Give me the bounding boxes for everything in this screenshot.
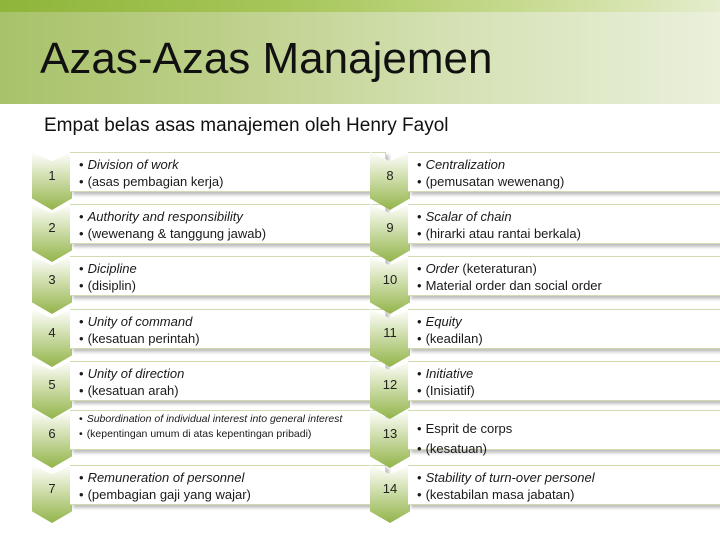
principle-translation bbox=[79, 486, 385, 503]
bullet: • bbox=[79, 314, 84, 329]
principle-name bbox=[79, 313, 385, 330]
bullet: • bbox=[417, 383, 422, 398]
principle-translation-text: Material order dan social order bbox=[425, 278, 602, 293]
principle-translation bbox=[79, 382, 385, 399]
principle-number: 8 bbox=[386, 168, 394, 183]
principle-number: 10 bbox=[382, 272, 398, 287]
principle-number: 11 bbox=[383, 325, 397, 340]
principle-translation-text: (asas pembagian kerja) bbox=[87, 174, 224, 189]
principle-name-text: Order bbox=[425, 261, 459, 276]
principle-name bbox=[79, 260, 385, 277]
principle-box bbox=[70, 410, 386, 450]
principle-translation bbox=[417, 330, 720, 347]
principle-name bbox=[417, 260, 720, 277]
top-stripe bbox=[0, 0, 720, 12]
principle-number: 12 bbox=[382, 377, 398, 392]
principle-translation bbox=[79, 330, 385, 347]
bullet: • bbox=[417, 441, 422, 456]
principle-name-text: Unity of command bbox=[87, 314, 193, 329]
principle-box bbox=[408, 256, 720, 296]
bullet: • bbox=[79, 366, 84, 381]
principle-translation-text: (kesatuan) bbox=[425, 441, 487, 456]
principle-name-text: Division of work bbox=[87, 157, 179, 172]
principle-box bbox=[70, 204, 386, 244]
bullet: • bbox=[417, 331, 422, 346]
principle-number: 7 bbox=[48, 481, 56, 496]
principle-name bbox=[417, 420, 720, 437]
principle-translation bbox=[417, 173, 720, 190]
principle-translation-text: (kestabilan masa jabatan) bbox=[425, 487, 575, 502]
bullet: • bbox=[79, 428, 83, 440]
principle-name-text: Scalar of chain bbox=[425, 209, 512, 224]
principle-box bbox=[70, 465, 386, 505]
principle-translation bbox=[417, 277, 720, 294]
bullet: • bbox=[79, 470, 84, 485]
bullet: • bbox=[417, 421, 422, 436]
principle-name-rest: (keteraturan) bbox=[458, 261, 537, 276]
principle-translation bbox=[79, 428, 385, 440]
principle-number: 6 bbox=[48, 426, 56, 441]
bullet: • bbox=[79, 174, 84, 189]
bullet: • bbox=[417, 470, 422, 485]
principle-name-rest: Esprit de corps bbox=[425, 421, 513, 436]
principle-box bbox=[70, 152, 386, 192]
principle-translation-text: (kepentingan umum di atas kepentingan pribadi) bbox=[86, 428, 312, 440]
bullet: • bbox=[417, 261, 422, 276]
principle-translation-text: (Inisiatif) bbox=[425, 383, 475, 398]
principle-number: 9 bbox=[386, 220, 394, 235]
bullet: • bbox=[417, 226, 422, 241]
principle-name bbox=[79, 413, 385, 425]
principle-box bbox=[70, 309, 386, 349]
bullet: • bbox=[79, 331, 84, 346]
principle-box bbox=[408, 465, 720, 505]
principle-box bbox=[408, 309, 720, 349]
principle-translation-text: (pembagian gaji yang wajar) bbox=[87, 487, 251, 502]
principle-box bbox=[408, 361, 720, 401]
principle-name-text: Stability of turn-over personel bbox=[425, 470, 595, 485]
bullet: • bbox=[417, 278, 422, 293]
principle-box bbox=[70, 361, 386, 401]
principle-name-text: Remuneration of personnel bbox=[87, 470, 245, 485]
principle-box bbox=[408, 152, 720, 192]
bullet: • bbox=[79, 278, 84, 293]
principle-name bbox=[79, 156, 385, 173]
principle-name bbox=[79, 208, 385, 225]
principle-name-text: Equity bbox=[425, 314, 462, 329]
bullet: • bbox=[79, 413, 83, 425]
bullet: • bbox=[417, 157, 422, 172]
principle-box bbox=[408, 204, 720, 244]
slide-subtitle: Empat belas asas manajemen oleh Henry Fayol bbox=[44, 115, 449, 136]
principle-name bbox=[417, 313, 720, 330]
bullet: • bbox=[79, 487, 84, 502]
principle-name-text: Centralization bbox=[425, 157, 506, 172]
bullet: • bbox=[79, 226, 84, 241]
principle-number: 1 bbox=[48, 168, 56, 183]
principle-number: 3 bbox=[48, 272, 56, 287]
principle-box bbox=[70, 256, 386, 296]
principle-translation bbox=[79, 225, 385, 242]
principle-number: 14 bbox=[382, 481, 398, 496]
bullet: • bbox=[79, 383, 84, 398]
principle-name-text: Subordination of individual interest into general interest bbox=[86, 413, 343, 425]
bullet: • bbox=[417, 209, 422, 224]
principle-name-text: Unity of direction bbox=[87, 366, 185, 381]
principle-number: 5 bbox=[48, 377, 56, 392]
principle-translation-text: (wewenang & tanggung jawab) bbox=[87, 226, 267, 241]
principle-number: 4 bbox=[48, 325, 56, 340]
slide-title: Azas-Azas Manajemen bbox=[40, 34, 493, 83]
principle-name-text: Dicipline bbox=[87, 261, 137, 276]
principle-name bbox=[417, 208, 720, 225]
principle-translation-text: (pemusatan wewenang) bbox=[425, 174, 565, 189]
principle-name bbox=[79, 365, 385, 382]
principle-translation-text: (kesatuan arah) bbox=[87, 383, 179, 398]
principle-name bbox=[417, 365, 720, 382]
principle-name bbox=[417, 469, 720, 486]
bullet: • bbox=[79, 209, 84, 224]
principle-translation bbox=[79, 173, 385, 190]
principle-number: 2 bbox=[48, 220, 56, 235]
principle-translation-text: (hirarki atau rantai berkala) bbox=[425, 226, 581, 241]
bullet: • bbox=[417, 174, 422, 189]
bullet: • bbox=[417, 366, 422, 381]
principle-name bbox=[417, 156, 720, 173]
bullet: • bbox=[417, 487, 422, 502]
bullet: • bbox=[417, 314, 422, 329]
principle-name bbox=[79, 469, 385, 486]
principle-translation-text: (disiplin) bbox=[87, 278, 136, 293]
principle-translation bbox=[417, 440, 720, 457]
principle-translation bbox=[79, 277, 385, 294]
principle-translation bbox=[417, 225, 720, 242]
principle-translation bbox=[417, 382, 720, 399]
principle-translation-text: (kesatuan perintah) bbox=[87, 331, 200, 346]
bullet: • bbox=[79, 157, 84, 172]
principle-name-text: Authority and responsibility bbox=[87, 209, 243, 224]
principle-number: 13 bbox=[382, 426, 398, 441]
bullet: • bbox=[79, 261, 84, 276]
principle-box bbox=[408, 410, 720, 456]
principle-name-text: Initiative bbox=[425, 366, 474, 381]
principle-translation bbox=[417, 486, 720, 503]
principle-translation-text: (keadilan) bbox=[425, 331, 483, 346]
